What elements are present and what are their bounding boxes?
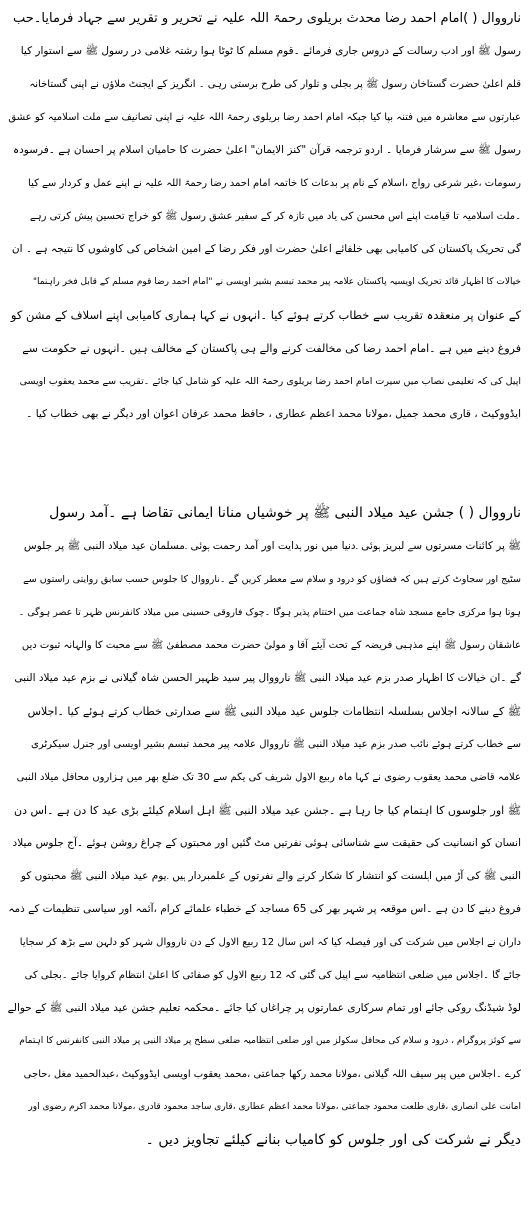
text-line: دیگر نے شرکت کی اور جلوس کو کامیاب بنانے کیلئے تجاویز دیں ۔: [145, 1132, 521, 1148]
text-line: سٹیج اور سجاوٹ کرتے ہیں کہ فضاؤں کو درود و سلام سے معطر کریں گے ۔نارووال کا جلوس حسب سابق روایتی راستوں سے: [23, 574, 521, 585]
text-line: نارووال ( )امام احمد رضا محدث بریلوی رحمۃ اللہ علیہ نے تحریر و تقریر سے جہاد فرمایا۔حب: [12, 11, 521, 26]
text-line: عبارتوں سے معاشرہ میں فتنہ بپا کیا جبکہ امام احمد رضا بریلوی رحمۃ اللہ علیہ نے اپنی تصانیف سے ملت اسلامیہ کو عشق: [8, 112, 521, 123]
text-line: علامہ قاضی محمد یعقوب رضوی نے کہا ماہ ربیع الاول شریف کی یکم سے 30 تک ضلع بھر میں ہزاروں محافل میلاد النبی: [16, 772, 521, 783]
text-line: النبی ﷺ کی آڑ میں اہلسنت کو انتشار کا شکار کرنے والے نفرتوں کے علمبردار ہیں ۔یوم عید میلاد النبی ﷺ محبتوں کو: [20, 870, 521, 882]
text-line: ﷺ کے سالانہ اجلاس بسلسلہ انتظامات جلوس عید میلاد النبی ﷺ سے صدارتی خطاب کرتے ہوئے کیا ۔اجلاس: [27, 705, 521, 718]
text-line: کرے ۔اجلاس میں پیر سیف اللہ گیلانی ،مولانا محمد رکھا جماعتی ،محمد یعقوب اویسی ایڈووکیٹ ،عبدالحمید مغل ،حاجی: [23, 1069, 521, 1080]
text-line: خیالات کا اظہار قائد تحریک اویسیہ پاکستان علامہ پیر محمد تبسم بشیر اویسی نے "امام احمد رضا قوم مسلم کے قابل فخر راہنما": [32, 277, 521, 287]
text-line: فروغ دینے کا دن ہے ۔اس موقعہ پر شہر بھر کی 65 مساجد کے خطباء علمائے کرام ،آئمہ اور سیاسی تنظیمات کے ذمہ: [8, 903, 521, 915]
text-line: رسومات ،غیر شرعی رواج ،اسلام کے نام پر بدعات کا خاتمہ امام احمد رضا رحمۃ اللہ علیہ نے اپنے عمل و کردار سے کیا: [28, 178, 521, 189]
text-line: عاشقان رسول ﷺ اپنے مذہبی فریضہ کے تحت آیئے آقا و مولیٰ حضرت محمد مصطفیٰ ﷺ سے محبت کا والہانہ ثبوت دیں: [21, 640, 521, 651]
text-line: کے عنوان پر منعقدہ تقریب سے خطاب کرتے ہوئے کیا ۔انہوں نے کہا ہماری کامیابی اپنے اسلاف کے مشن کو: [10, 308, 521, 322]
text-line: نارووال ( ) جشن عید میلاد النبی ﷺ پر خوشیاں منانا ایمانی تقاضا ہے ۔آمد رسول: [49, 505, 521, 521]
text-line: لوڈ شیڈنگ روکی جائے اور تمام سرکاری عمارتوں پر چراغاں کیا جائے ۔محکمہ تعلیم جشن عید میلاد النبی ﷺ کے حوالے: [8, 1002, 521, 1014]
text-line: ﷺ اور جلوسوں کا اہتمام کیا جا رہا ہے ۔جشن عید میلاد النبی ﷺ اہل اسلام کیلئے بڑی عید کا دن ہے ۔اس دن: [14, 804, 521, 817]
text-line: ایڈووکیٹ ، قاری محمد جمیل ،مولانا محمد اعظم عطاری ، حافظ محمد عرفان اعوان اور دیگر نے بھی خطاب کیا ۔: [26, 408, 521, 420]
text-line: ﷺ پر کائنات مسرتوں سے لبریز ہوئی ۔دنیا میں نور ہدایت اور آمد رحمت ہوئی ۔مسلمان عید میلاد النبی ﷺ پر جلوس: [23, 540, 521, 552]
text-line: امانت علی انصاری ،قاری طلعت محمود جماعتی ،مولانا محمد اعظم عطاری ،قاری ساجد محمود قادری ،مولانا محمد اکرم رضوی اور: [28, 1102, 521, 1112]
text-line: قلم اعلیٰ حضرت گستاخان رسول ﷺ پر بجلی و تلوار کی طرح برستی رہی ۔ انگریز کے ایجنٹ ملاؤں نے اپنی گستاخانہ: [29, 79, 521, 90]
text-line: اپیل کی کہ تعلیمی نصاب میں سیرت امام احمد رضا بریلوی رحمۃ اللہ علیہ کو شامل کیا جائے ۔تقریب سے محمد یعقوب اویسی: [19, 376, 521, 387]
news-article-eid-milad-un-nabi: [8, 497, 521, 1157]
text-line: ہوتا ہوا مرکزی جامع مسجد شاہ جماعت میں اختتام پذیر ہوگا ۔چوک فاروقی حسینی میں میلاد کانفرنس ظہر تا عصر ہوگی ۔: [18, 607, 521, 618]
news-article-imam-ahmad-raza: [8, 2, 521, 431]
text-line: انسان کو انسانیت کی حقیقت سے شناسائی ہوئی نفرتیں مٹ گئیں اور محبتوں کے چراغ روشن ہوئے ۔آج جلوس میلاد: [12, 837, 521, 849]
text-line: ۔ملت اسلامیہ تا قیامت اپنے اس محسن کی یاد میں تازہ کر کے سفیر عشق رسول ﷺ کو خراج تحسین پیش کرتی رہے: [29, 211, 521, 222]
text-line: جائے گا ۔اجلاس میں ضلعی انتظامیہ سے اپیل کی گئی کہ 12 ربیع الاول کو صفائی کا اعلیٰ انتظام کروایا جائے ۔بجلی کی: [24, 970, 521, 981]
text-line: سے کوئز پروگرام ، درود و سلام کی محافل سکولز میں اور ضلعی انتظامیہ ضلعی سطح پر میلاد النبی پر میلاد النبی کانفرنس کا اہتمام: [19, 1036, 521, 1046]
text-line: سے خطاب کرتے ہوئے نائب صدر بزم عید میلاد النبی ﷺ نارووال علامہ پیر محمد تبسم بشیر اویسی اور جنرل سیکرٹری: [31, 739, 521, 750]
text-line: رسول ﷺ سے سرشار فرمایا ۔ اردو ترجمہ قرآن "کنز الایمان" اعلیٰ حضرت کا حامیان اسلام پر احسان ہے ۔فرسودہ: [12, 144, 521, 156]
text-line: داران نے اجلاس میں شرکت کی اور فیصلہ کیا کہ اس سال 12 ربیع الاول کے دن نارووال شہر کو دلہن سے بڑھ کر سجایا: [19, 937, 521, 948]
text-line: گے ۔ان خیالات کا اظہار صدر بزم عید میلاد النبی ﷺ نارووال پیر سید ظہیر الحسن شاہ گیلانی نے بزم عید میلاد النبی: [14, 672, 521, 684]
text-line: گی تحریک پاکستان کی کامیابی بھی خلفائے اعلیٰ حضرت اور فکر رضا کے امین اشخاص کی کاوشوں کا نتیجہ ہے ۔ ان: [11, 243, 521, 255]
text-line: رسول ﷺ اور ادب رسالت کے دروس جاری فرمائے ۔قوم مسلم کا ٹوٹا ہوا رشتہ غلامی در رسول ﷺ سے استوار کیا: [20, 45, 521, 57]
text-line: فروغ دینے میں ہے ۔امام احمد رضا کی مخالفت کرنے والے ہی پاکستان کے مخالف ہیں ۔انہوں نے حکومت سے: [22, 342, 521, 355]
